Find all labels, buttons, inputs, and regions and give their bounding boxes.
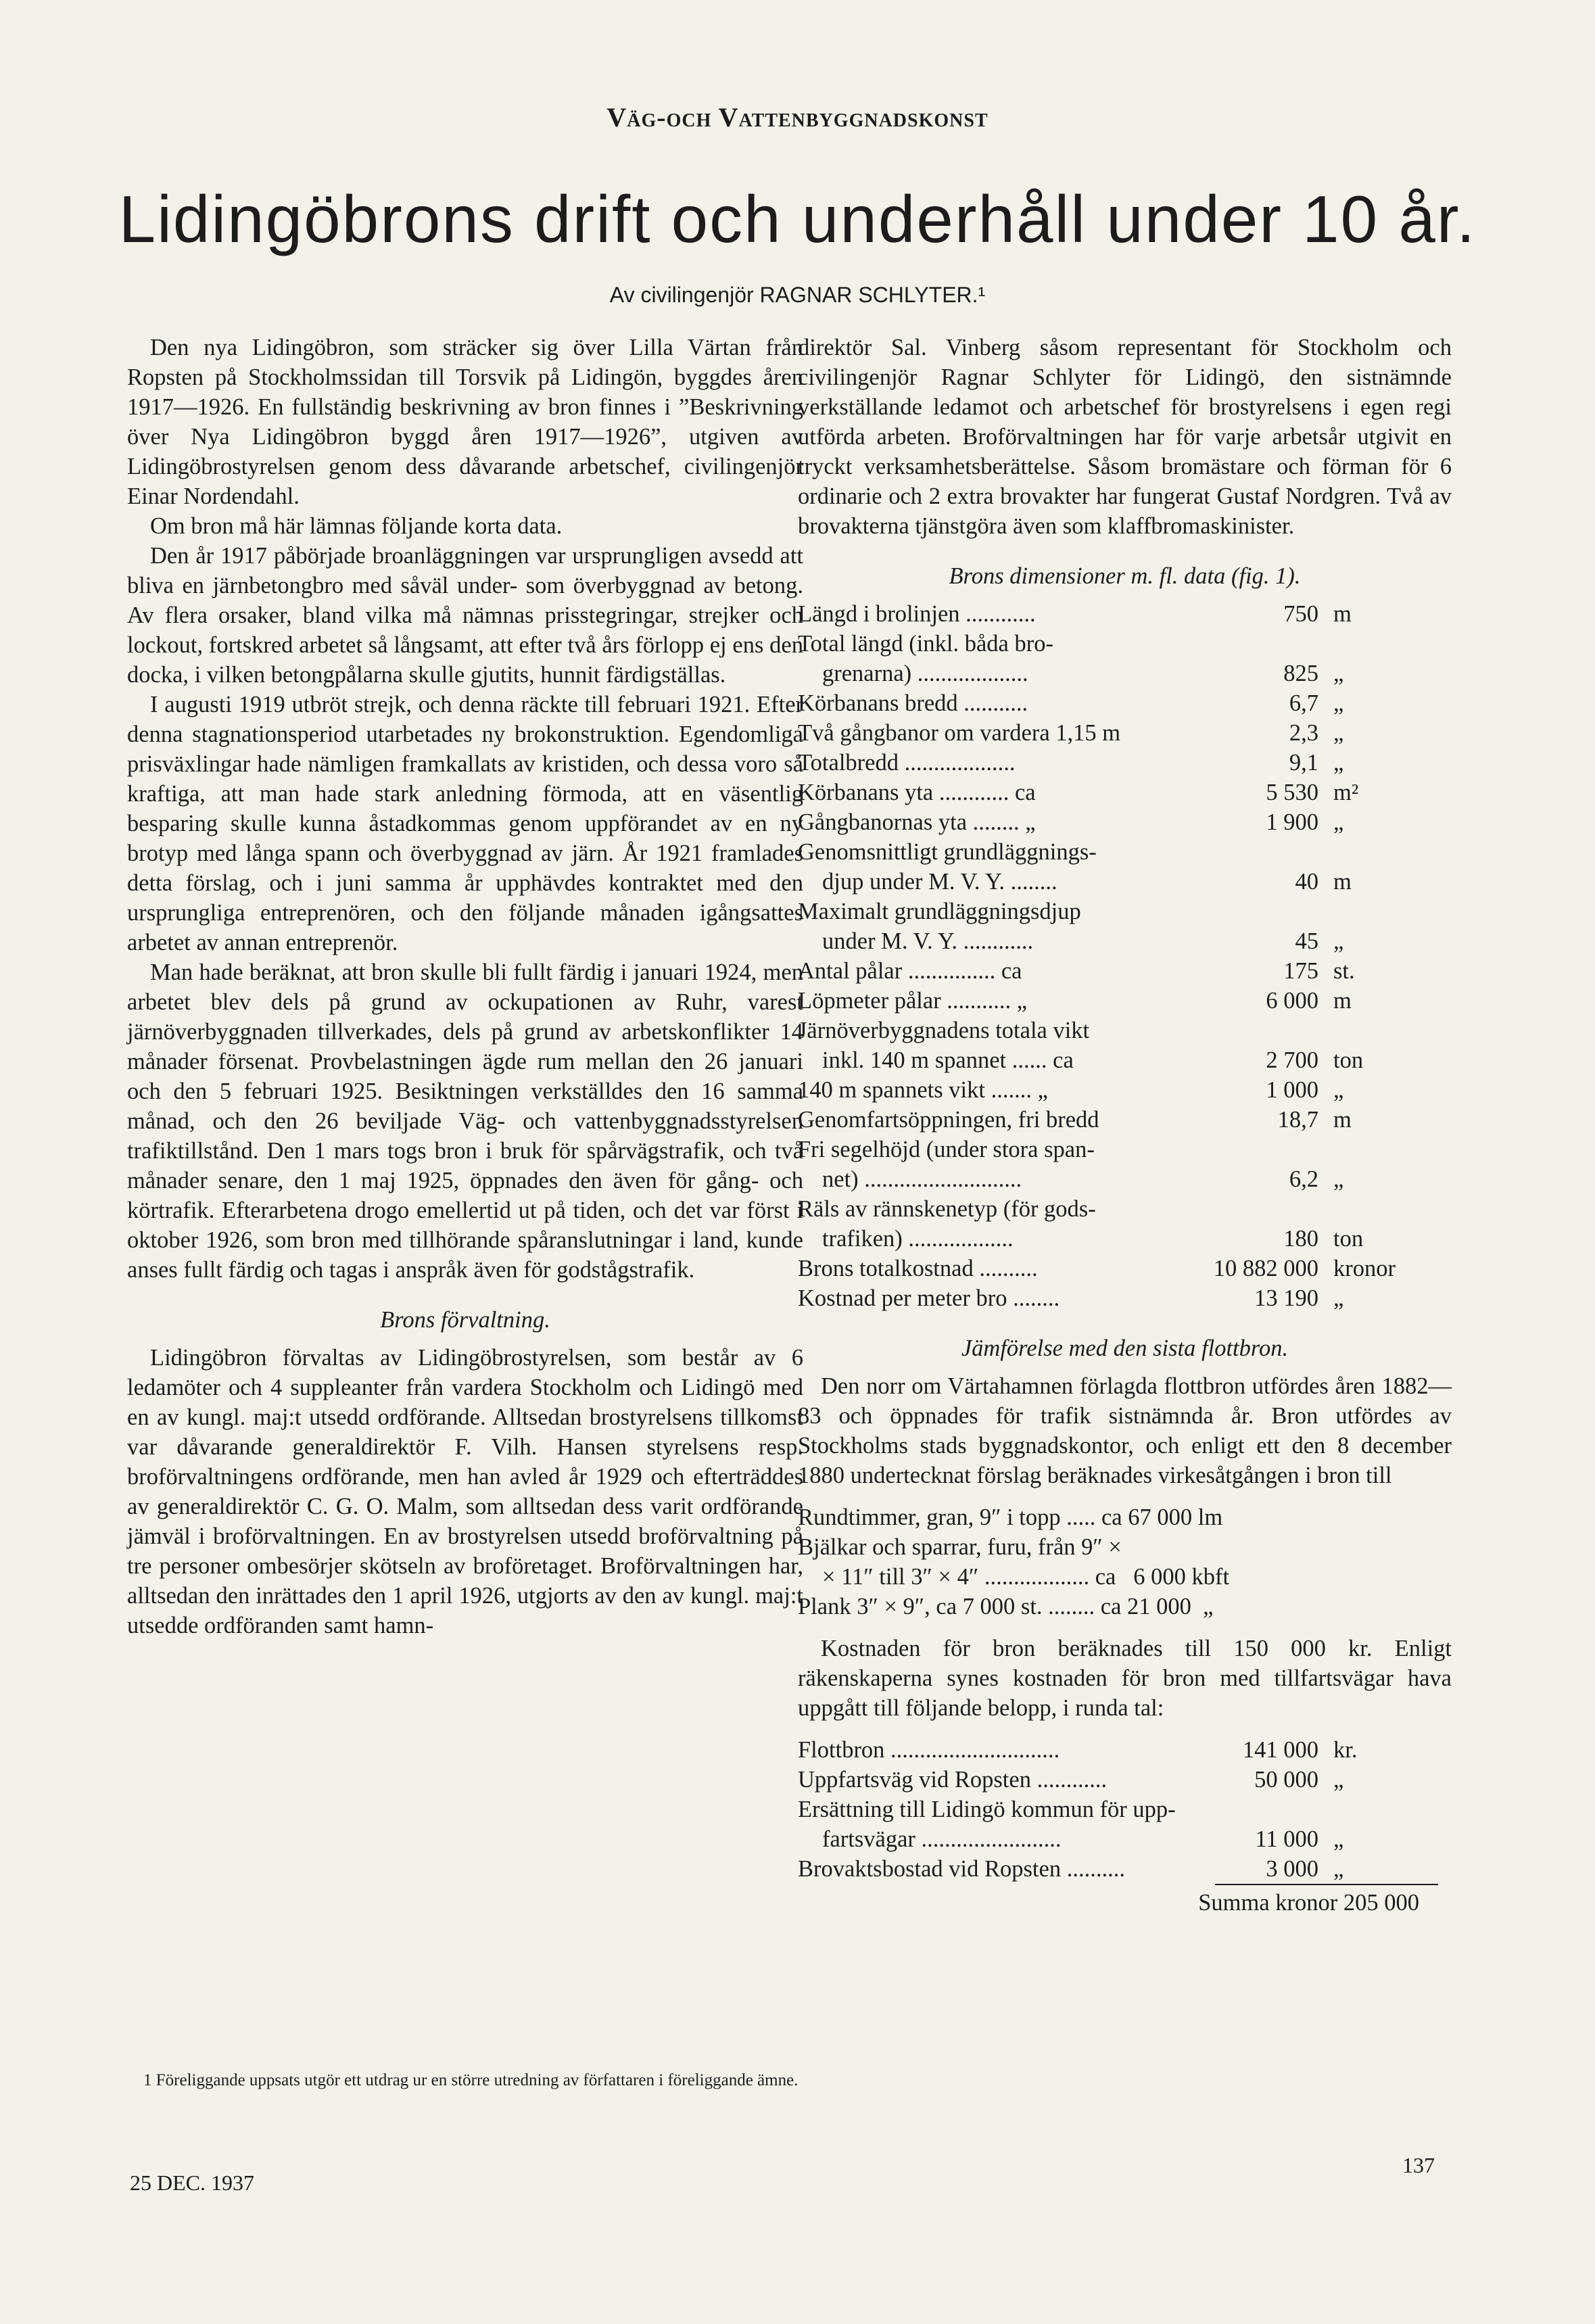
cost-value: 141 000	[1242, 1737, 1318, 1763]
dimension-unit: „	[1333, 690, 1344, 716]
paragraph: direktör Sal. Vinberg såsom representant för Stockholm och civilingenjör Ragnar Schlyter för Lidingö, den sistnämnde verkställande ledamot och arbetschef för brostyrelsens i egen regi utförda arbeten. Broförvaltningen har för varje arbetsår utgivit en tryckt verksamhetsberättelse. Såsom bromästare och förman för 6 ordinarie och 2 extra brovakter har fungerat Gustaf Nordgren. Två av brovakterna tjänstgöra även som klaffbromaskinister.	[798, 335, 1452, 539]
cost-label: Brovaktsbostad vid Ropsten ..........	[798, 1856, 1125, 1882]
dimension-label: Totalbredd ...................	[798, 750, 1016, 776]
cost-value: 3 000	[1266, 1856, 1318, 1882]
dimension-label: Järnöverbyggnadens totala vikt	[798, 1018, 1090, 1043]
dimension-value: 5 530	[1266, 780, 1318, 805]
dimension-unit: „	[1333, 809, 1344, 835]
paragraph: Om bron må här lämnas följande korta data.	[150, 513, 563, 539]
sum-rule	[1215, 1884, 1438, 1885]
cost-row	[798, 1735, 1452, 1765]
paragraph: Lidingöbron förvaltas av Lidingöbrostyrelsen, som består av 6 ledamöter och 4 suppleanter från vardera Stockholm och Lidingö med en av kungl. maj:t utsedd ordförande. Alltsedan brostyrelsens tillkomst var dåvarande generaldirektör F. Vilh. Hansen styrelsens resp. broförvaltningens ordförande, men han avled år 1929 och efterträddes av generaldirektör C. G. O. Malm, som alltsedan dess varit ordförande jämväl i broförvaltningen. En av brostyrelsen utsedd broförvaltning på tre personer ombesörjer skötseln av broföretaget. Broförvaltningen har, alltsedan den inrättades den 1 april 1926, utgjorts av den av kungl. maj:t utsedde ordföranden samt hamn-	[127, 1345, 803, 1638]
dimension-row	[798, 718, 1452, 748]
dimension-row	[798, 778, 1452, 807]
dimension-label: Längd i brolinjen ............	[798, 601, 1036, 627]
dimension-unit: m	[1333, 869, 1352, 895]
dimension-row	[798, 1194, 1452, 1224]
dimension-unit: „	[1333, 928, 1344, 954]
dimension-label: Genomfartsöppningen, fri bredd	[798, 1107, 1099, 1133]
timber-item-cont: × 11″ till 3″ × 4″ .................. ca 6 000 kbft	[822, 1564, 1230, 1590]
dimension-unit: m	[1333, 1107, 1352, 1133]
issue-date: 25 DEC. 1937	[130, 2171, 254, 2195]
dimension-value: 825	[1283, 661, 1318, 686]
dimension-value: 10 882 000	[1213, 1256, 1318, 1281]
paragraph: Den norr om Värtahamnen förlagda flottbron utfördes åren 1882—83 och öppnades för trafik sistnämnda år. Bron utfördes av Stockholms stads byggnadskontor, och enligt ett den 8 december 1880 undertecknat förslag beräknades virkesåtgången i bron till	[798, 1373, 1452, 1488]
dimension-unit: kronor	[1333, 1256, 1396, 1281]
cost-label: Uppfartsväg vid Ropsten ............	[798, 1767, 1108, 1793]
dimension-row	[798, 897, 1452, 926]
cost-value: 50 000	[1254, 1767, 1318, 1793]
dimension-unit: „	[1333, 1285, 1344, 1311]
paragraph: Den år 1917 påbörjade broanläggningen var ursprungligen avsedd att bliva en järnbetongbro med såväl under- som överbyggnad av betong. Av flera orsaker, bland vilka må nämnas prisstegringar, strejker och lockout, fortskred arbetet så långsamt, att efter två års förlopp ej ens den docka, i vilken betongpålarna skulle gjutits, hunnit färdigställas.	[127, 543, 803, 688]
dimension-label-cont: grenarna) ...................	[822, 661, 1028, 686]
cost-unit: „	[1333, 1767, 1344, 1793]
dimension-label-cont: net) ...........................	[822, 1166, 1022, 1192]
cost-unit: kr.	[1333, 1737, 1358, 1763]
dimension-row	[798, 629, 1452, 659]
dimension-row	[798, 1224, 1452, 1254]
dimension-unit: „	[1333, 1166, 1344, 1192]
dimension-value: 9,1	[1289, 750, 1318, 776]
dimension-label: Maximalt grundläggningsdjup	[798, 899, 1081, 924]
dimension-unit: st.	[1333, 958, 1355, 984]
dimension-label: Total längd (inkl. båda bro-	[798, 631, 1053, 657]
dimension-label: Brons totalkostnad ..........	[798, 1256, 1038, 1281]
paragraph: Kostnaden för bron beräknades till 150 000 kr. Enligt räkenskaperna synes kostnaden för bron med tillfartsvägar hava uppgått till följande belopp, i runda tal:	[798, 1636, 1452, 1721]
paragraph: I augusti 1919 utbröt strejk, och denna räckte till februari 1921. Efter denna stagnationsperiod utarbetades ny brokonstruktion. Egendomliga prisväxlingar hade nämligen framkallats av kristiden, och dessa voro så kraftiga, att man hade stark anledning förmoda, att en väsentlig besparing skulle kunna åstadkommas genom uppförandet av en ny brotyp med långa spann och överbyggnad av järn. År 1921 framlades detta förslag, och i juni samma år upphävdes kontraktet med den ursprungliga entreprenören, och den följande månaden igångsattes arbetet av annan entreprenör.	[127, 692, 803, 955]
cost-label: Flottbron .............................	[798, 1737, 1060, 1763]
dimension-row	[798, 599, 1452, 629]
cost-row	[798, 1824, 1452, 1854]
cost-sum: Summa kronor 205 000	[1198, 1890, 1419, 1916]
dimension-row	[798, 1045, 1452, 1075]
dimension-unit: ton	[1333, 1226, 1364, 1252]
dimension-label: Löpmeter pålar ........... „	[798, 988, 1028, 1014]
dimensions-table	[798, 599, 1452, 1313]
dimension-row	[798, 986, 1452, 1016]
cost-label-cont: fartsvägar ........................	[822, 1826, 1062, 1852]
dimension-value: 2,3	[1289, 720, 1318, 746]
article-byline: Av civilingenjör RAGNAR SCHLYTER.¹	[609, 283, 986, 307]
dimension-value: 45	[1295, 928, 1318, 954]
dimension-value: 750	[1283, 601, 1318, 627]
dimension-label: Två gångbanor om vardera 1,15 m	[798, 720, 1121, 746]
dimension-value: 6,7	[1289, 690, 1318, 716]
cost-row	[798, 1795, 1452, 1824]
dimension-value: 175	[1283, 958, 1318, 984]
right-column	[798, 333, 1452, 1918]
dimension-label-cont: djup under M. V. Y. ........	[822, 869, 1057, 895]
dimension-value: 18,7	[1277, 1107, 1318, 1133]
dimension-unit: ton	[1333, 1047, 1364, 1073]
dimension-row	[798, 659, 1452, 688]
dimension-value: 180	[1283, 1226, 1318, 1252]
dimension-row	[798, 1075, 1452, 1105]
dimension-label: Körbanans yta ............ ca	[798, 780, 1036, 805]
cost-table	[798, 1735, 1452, 1884]
cost-row	[798, 1854, 1452, 1884]
dimension-value: 6,2	[1289, 1166, 1318, 1192]
dimension-row	[798, 926, 1452, 956]
page-number: 137	[1402, 2153, 1435, 2177]
dimension-row	[798, 867, 1452, 897]
dimension-row	[798, 688, 1452, 718]
dimension-value: 1 900	[1266, 809, 1318, 835]
dimension-row	[798, 1254, 1452, 1283]
dimension-label: Körbanans bredd ...........	[798, 690, 1028, 716]
section-heading: Väg-och Vattenbyggnadskonst	[606, 102, 989, 133]
dimension-unit: m	[1333, 988, 1352, 1014]
footnote: 1 Föreliggande uppsats utgör ett utdrag ur en större utredning av författaren i föreliggande ämne.	[143, 2071, 799, 2089]
dimension-unit: m	[1333, 601, 1352, 627]
left-column	[127, 333, 803, 1640]
dimension-unit: „	[1333, 1077, 1344, 1103]
dimension-label-cont: trafiken) ..................	[822, 1226, 1014, 1252]
article-title: Lidingöbrons drift och underhåll under 10 år.	[118, 182, 1477, 256]
dimension-unit: „	[1333, 750, 1344, 776]
dimension-row	[798, 807, 1452, 837]
dimension-row	[798, 1016, 1452, 1045]
dimension-label-cont: inkl. 140 m spannet ...... ca	[822, 1047, 1074, 1073]
dimension-row	[798, 748, 1452, 778]
cost-row	[798, 1765, 1452, 1795]
dimension-row	[798, 1164, 1452, 1194]
cost-label: Ersättning till Lidingö kommun för upp-	[798, 1797, 1176, 1822]
dimension-value: 40	[1295, 869, 1318, 895]
dimension-label: Genomsnittligt grundläggnings-	[798, 839, 1097, 865]
dimension-label: Räls av rännskenetyp (för gods-	[798, 1196, 1096, 1222]
subheading: Jämförelse med den sista flottbron.	[961, 1335, 1289, 1361]
paragraph: Den nya Lidingöbron, som sträcker sig över Lilla Värtan från Ropsten på Stockholmssidan till Torsvik på Lidingön, byggdes åren 1917—1926. En fullständig beskrivning av bron finnes i ”Beskrivning över Nya Lidingöbron byggd åren 1917—1926”, utgiven av Lidingöbrostyrelsen genom dess dåvarande arbetschef, civilingenjör Einar Nordendahl.	[127, 335, 803, 509]
subheading: Brons förvaltning.	[380, 1307, 550, 1333]
dimension-row	[798, 1283, 1452, 1313]
dimension-row	[798, 837, 1452, 867]
cost-value: 11 000	[1255, 1826, 1318, 1852]
dimension-label-cont: under M. V. Y. ............	[822, 928, 1034, 954]
cost-unit: „	[1333, 1826, 1344, 1852]
timber-item: Bjälkar och sparrar, furu, från 9″ ×	[798, 1534, 1122, 1560]
dimension-row	[798, 1135, 1452, 1164]
dimension-label: Antal pålar ............... ca	[798, 958, 1022, 984]
subheading: Brons dimensioner m. fl. data (fig. 1).	[949, 563, 1301, 589]
dimension-value: 13 190	[1254, 1285, 1318, 1311]
dimension-unit: „	[1333, 720, 1344, 746]
paragraph: Man hade beräknat, att bron skulle bli fullt färdig i januari 1924, men arbetet blev dels på grund av ockupationen av Ruhr, varest järnöverbyggnaden tillverkades, dels på grund av arbetskonflikter 14 månader försenat. Provbelastningen ägde rum mellan den 26 januari och den 5 februari 1925. Besiktningen verkställdes den 16 samma månad, och den 26 beviljade Väg- och vattenbyggnadsstyrelsen trafiktillstånd. Den 1 mars togs bron i bruk för spårvägstrafik, och två månader senare, den 1 maj 1925, öppnades den även för gång- och körtrafik. Efterarbetena drogo emellertid ut på tiden, och det var först i oktober 1926, som bron med tillhörande spåranslutningar i land, kunde anses fullt färdig och tagas i anspråk även för godstågstrafik.	[127, 959, 803, 1283]
timber-item: Rundtimmer, gran, 9″ i topp ..... ca 67 000 lm	[798, 1504, 1223, 1530]
dimension-value: 6 000	[1266, 988, 1318, 1014]
dimension-label: Gångbanornas yta ........ „	[798, 809, 1036, 835]
dimension-label: 140 m spannets vikt ....... „	[798, 1077, 1048, 1103]
dimension-unit: m²	[1333, 780, 1359, 805]
dimension-row	[798, 1105, 1452, 1135]
dimension-label: Fri segelhöjd (under stora span-	[798, 1137, 1095, 1162]
dimension-unit: „	[1333, 661, 1344, 686]
dimension-row	[798, 956, 1452, 986]
cost-unit: „	[1333, 1856, 1344, 1882]
dimension-value: 1 000	[1266, 1077, 1318, 1103]
dimension-label: Kostnad per meter bro ........	[798, 1285, 1060, 1311]
dimension-value: 2 700	[1266, 1047, 1318, 1073]
timber-list	[798, 1502, 1452, 1621]
timber-item: Plank 3″ × 9″, ca 7 000 st. ........ ca 21 000 „	[798, 1594, 1214, 1619]
